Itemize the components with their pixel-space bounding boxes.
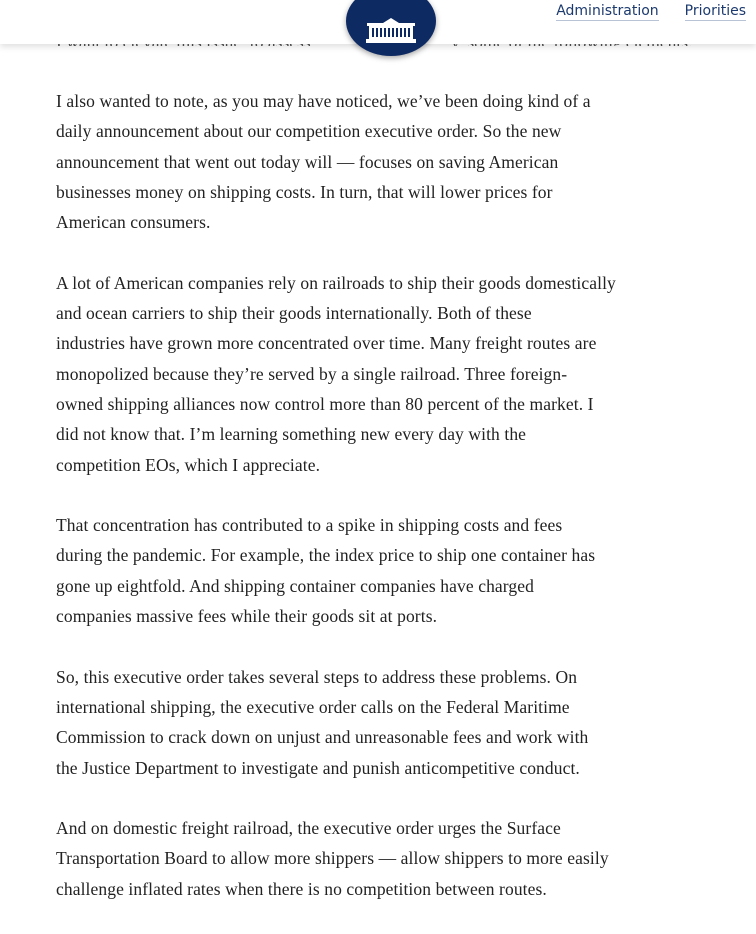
text-line: businesses money on shipping costs. In turn, that will lower prices for (56, 181, 553, 202)
text-line: during the pandemic. For example, the index price to ship one container has (56, 545, 596, 566)
text-line: Commission to crack down on unjust and unreasonable fees and work with (56, 727, 589, 748)
text-line: That concentration has contributed to a spike in shipping costs and fees (56, 515, 563, 536)
text-line: And on domestic freight railroad, the executive order urges the Surface (56, 818, 561, 839)
paragraph-competition-order (56, 86, 746, 237)
nav-link-priorities[interactable]: Priorities (684, 3, 746, 19)
text-line: monopolized because they’re served by a single railroad. Three foreign- (56, 363, 568, 384)
top-nav (556, 3, 746, 21)
text-line: and ocean carriers to ship their goods internationally. Both of these (56, 303, 532, 324)
text-line: the Justice Department to investigate and punish anticompetitive conduct. (56, 757, 580, 778)
text-line: gone up eightfold. And shipping container companies have charged (56, 575, 534, 596)
text-line: I also wanted to note, as you may have noticed, we’ve been doing kind of a (56, 91, 591, 111)
text-line: did not know that. I’m learning something new every day with the (56, 424, 527, 445)
text-line: industries have grown more concentrated over time. Many freight routes are (56, 333, 597, 354)
text-line: owned shipping alliances now control more than 80 percent of the market. I (56, 393, 594, 414)
text-line: competition EOs, which I appreciate. (56, 454, 321, 475)
text-line: Transportation Board to allow more shippers — allow shippers to more easily (56, 848, 609, 869)
paragraph-shipping-costs (56, 510, 746, 631)
transcript-body (56, 86, 746, 934)
nav-link-administration[interactable]: Administration (556, 3, 659, 19)
paragraph-executive-order-steps (56, 662, 746, 783)
text-line: announcement that went out today will — focuses on saving American (56, 151, 559, 172)
paragraph-domestic-railroad (56, 813, 746, 904)
text-line: American consumers. (56, 212, 211, 233)
text-line: international shipping, the executive order calls on the Federal Maritime (56, 696, 570, 717)
text-line: companies massive fees while their goods sit at ports. (56, 606, 438, 627)
text-line: challenge inflated rates when there is no competition between routes. (56, 878, 547, 899)
text-line: daily announcement about our competition executive order. So the new (56, 121, 562, 142)
white-house-icon (365, 18, 417, 44)
text-line: So, this executive order takes several steps to address these problems. On (56, 666, 578, 687)
paragraph-railroads (56, 268, 746, 480)
text-line: A lot of American companies rely on railroads to ship their goods domestically (56, 272, 616, 293)
white-house-logo[interactable] (346, 0, 436, 56)
